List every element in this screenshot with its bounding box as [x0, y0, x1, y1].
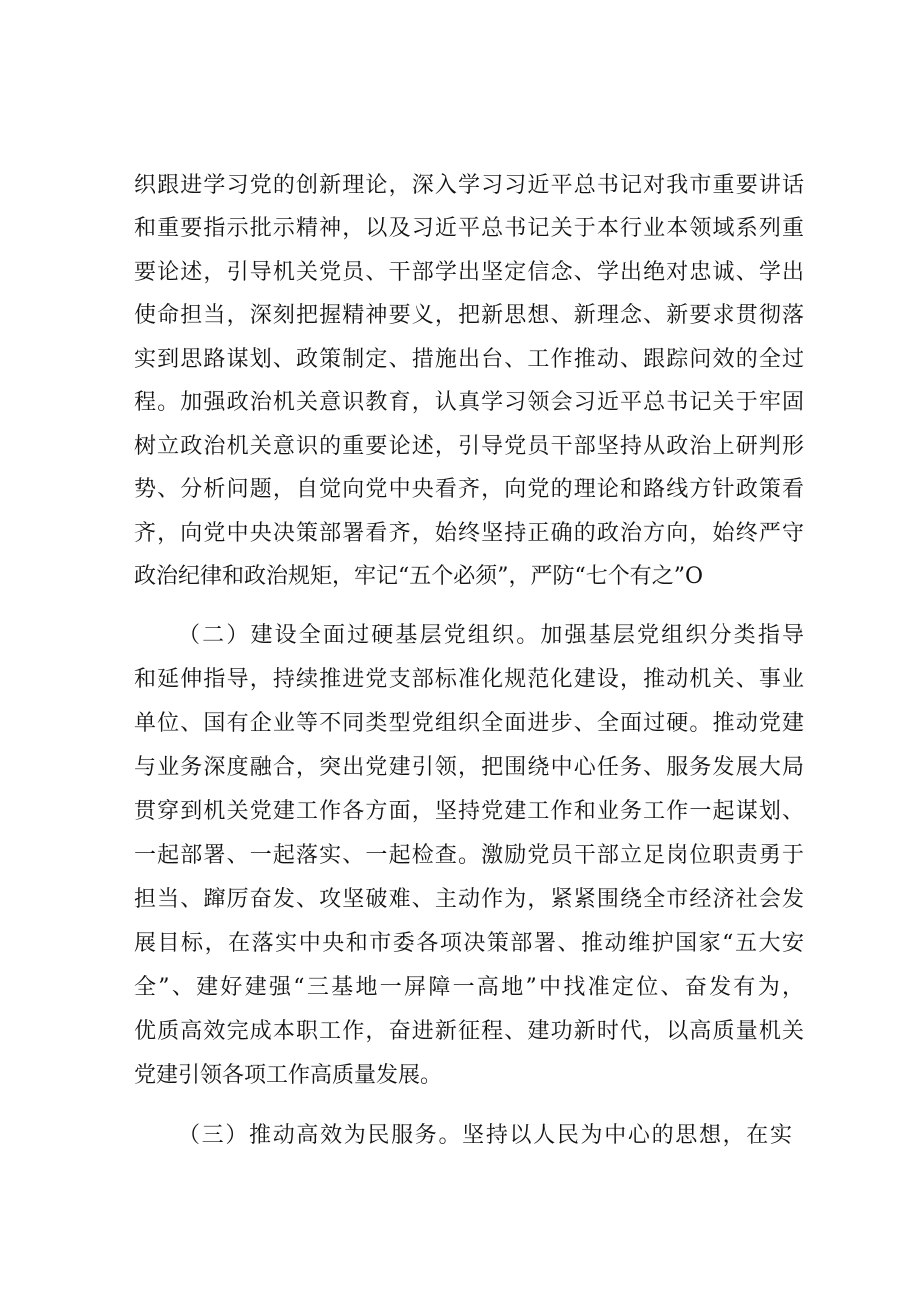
text-line: 要论述，引导机关党员、干部学出坚定信念、学出绝对忠诚、学出: [134, 260, 804, 285]
text-line: 齐，向党中央决策部署看齐，始终坚持正确的政治方向，始终严守: [134, 521, 804, 546]
text-line: （二）建设全面过硬基层党组织。加强基层党组织分类指导: [178, 623, 804, 648]
text-line: 全”、建好建强“三基地一屏障一高地”中找准定位、奋发有为，: [134, 975, 804, 1000]
text-line: 程。加强政治机关意识教育，认真学习领会习近平总书记关于牢固: [134, 390, 804, 415]
text-line: 贯穿到机关党建工作各方面，坚持党建工作和业务工作一起谋划、: [134, 799, 804, 824]
text-line: 实到思路谋划、政策制定、措施出台、工作推动、跟踪问效的全过: [134, 347, 804, 372]
text-line: （三）推动高效为民服务。坚持以人民为中心的思想，在实: [178, 1123, 792, 1148]
text-line: 织跟进学习党的创新理论，深入学习习近平总书记对我市重要讲话: [134, 173, 804, 198]
text-line: 展目标，在落实中央和市委各项决策部署、推动维护国家“五大安: [134, 931, 804, 956]
text-line: 使命担当，深刻把握精神要义，把新思想、新理念、新要求贯彻落: [134, 303, 804, 328]
text-line: 树立政治机关意识的重要论述，引导党员干部坚持从政治上研判形: [134, 434, 804, 459]
text-line: 势、分析问题，自觉向党中央看齐，向党的理论和路线方针政策看: [134, 477, 804, 502]
text-line: 和重要指示批示精神，以及习近平总书记关于本行业本领域系列重: [134, 216, 804, 241]
text-line: 担当、蹿厉奋发、攻坚破难、主动作为，紧紧围绕全市经济社会发: [134, 887, 804, 912]
text-line: 单位、国有企业等不同类型党组织全面进步、全面过硬。推动党建: [134, 711, 804, 736]
text-line: 一起部署、一起落实、一起检查。激励党员干部立足岗位职责勇于: [134, 843, 804, 868]
text-line: 政治纪律和政治规矩，牢记“五个必须”，严防“七个有之”O: [134, 564, 704, 589]
text-line: 党建引领各项工作高质量发展。: [134, 1063, 443, 1088]
text-line: 与业务深度融合，突出党建引领，把围绕中心任务、服务发展大局: [134, 755, 804, 780]
text-line: 和延伸指导，持续推进党支部标准化规范化建设，推动机关、事业: [134, 667, 804, 692]
text-line: 优质高效完成本职工作，奋进新征程、建功新时代，以高质量机关: [134, 1019, 804, 1044]
